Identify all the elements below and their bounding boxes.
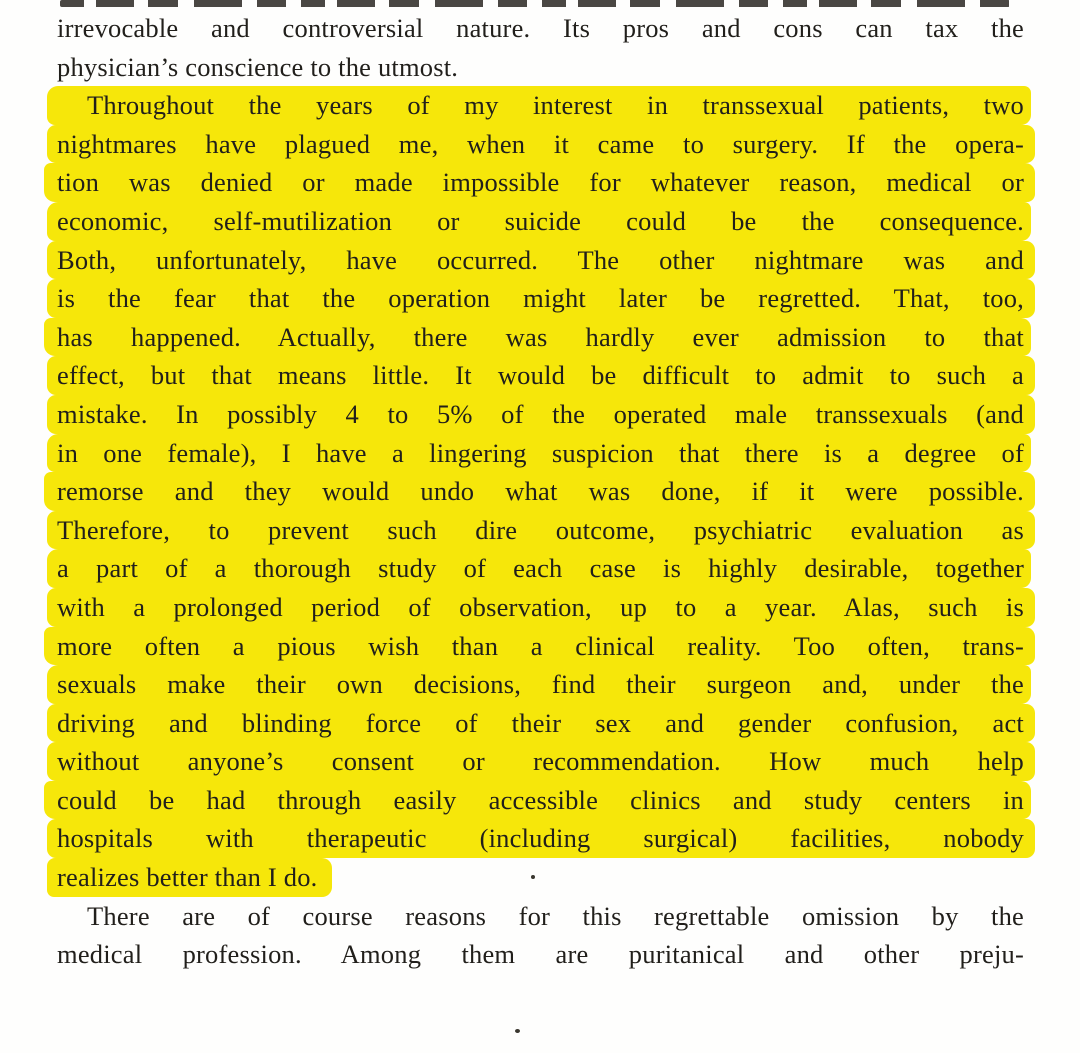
highlight-mark: realizes better than I do. [47, 858, 332, 897]
highlighted-text-line: Both, unfortunately, have occurred. The other nightmare was and [47, 241, 1035, 280]
highlighted-text-line: with a prolonged period of observation, up to a year. Alas, such is [47, 588, 1035, 627]
highlighted-text-line: remorse and they would undo what was done, if it were possible. [44, 472, 1035, 511]
highlighted-text-line: Therefore, to prevent such dire outcome, psychiatric evaluation as [47, 511, 1035, 550]
clipped-text-remnant [60, 0, 1010, 7]
highlighted-text-line: effect, but that means little. It would be difficult to admit to such a [47, 356, 1035, 395]
highlighted-text-line: nightmares have plagued me, when it came to surgery. If the opera- [47, 125, 1035, 164]
highlighted-text-line: hospitals with therapeutic (including surgical) facilities, nobody [47, 819, 1035, 858]
highlighted-text-line: could be had through easily accessible clinics and study centers in [44, 781, 1031, 820]
highlighted-text-line: Throughout the years of my interest in transsexual patients, two [47, 86, 1031, 125]
highlighted-text-line-last [57, 858, 1024, 897]
text-line: irrevocable and controversial nature. Its pros and cons can tax the [57, 13, 1024, 43]
highlighted-text-line: sexuals make their own decisions, find their surgeon and, under the [47, 665, 1031, 704]
highlighted-text-line: tion was denied or made impossible for whatever reason, medical or [44, 163, 1035, 202]
highlighted-text-line: in one female), I have a lingering suspicion that there is a degree of [47, 434, 1031, 473]
highlighted-text-line: mistake. In possibly 4 to 5% of the operated male transsexuals (and [47, 395, 1035, 434]
highlighted-text-line: without anyone’s consent or recommendation. How much help [47, 742, 1035, 781]
highlighted-text-line: economic, self-mutilization or suicide could be the consequence. [47, 202, 1031, 241]
text-line: There are of course reasons for this regrettable omission by the [87, 900, 1024, 931]
scan-speck [515, 1029, 520, 1033]
highlighted-text-line: more often a pious wish than a clinical reality. Too often, trans- [44, 627, 1035, 666]
highlighted-text-line: driving and blinding force of their sex and gender confusion, act [47, 704, 1035, 743]
text-column [57, 9, 1024, 974]
text-line: physician’s conscience to the utmost. [57, 51, 459, 82]
scan-speck [531, 875, 535, 879]
highlighted-text-line: a part of a thorough study of each case is highly desirable, together [47, 549, 1031, 588]
highlighted-text-line: is the fear that the operation might later be regretted. That, too, [47, 279, 1035, 318]
text-line: medical profession. Among them are puritanical and other preju- [57, 939, 1024, 970]
highlighted-text-line: has happened. Actually, there was hardly ever admission to that [44, 318, 1031, 357]
